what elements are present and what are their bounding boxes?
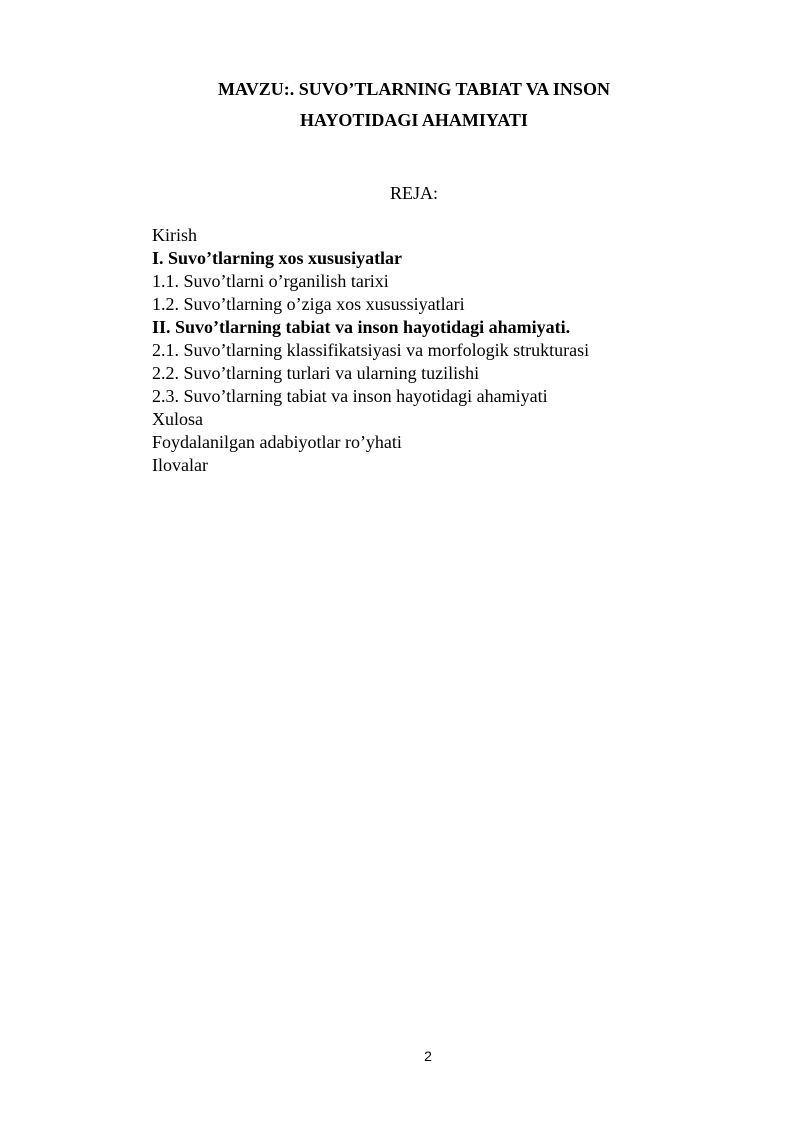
plan-item-2-3: 2.3. Suvo’tlarning tabiat va inson hayotidagi ahamiyati <box>152 386 548 406</box>
plan-list <box>152 224 752 477</box>
plan-heading: REJA: <box>389 183 438 203</box>
plan-item-chapter-2: II. Suvo’tlarning tabiat va inson hayotidagi ahamiyati. <box>152 317 571 337</box>
plan-item-1-1: 1.1. Suvo’tlarni o’rganilish tarixi <box>152 271 389 291</box>
page-number: 2 <box>424 1048 432 1064</box>
plan-item-1-2: 1.2. Suvo’tlarning o’ziga xos xusussiyatlari <box>152 294 465 314</box>
plan-item-intro: Kirish <box>152 225 197 245</box>
title-line: HAYOTIDAGI AHAMIYATI <box>300 110 528 130</box>
plan-item-chapter-1: I. Suvo’tlarning xos xususiyatlar <box>152 248 403 268</box>
plan-item-conclusion: Xulosa <box>152 409 203 429</box>
document-title <box>0 74 800 136</box>
title-line: MAVZU:. SUVO’TLARNING TABIAT VA INSON <box>218 79 610 99</box>
plan-item-2-2: 2.2. Suvo’tlarning turlari va ularning tuzilishi <box>152 363 480 383</box>
plan-item-appendices: Ilovalar <box>152 455 208 475</box>
plan-item-references: Foydalanilgan adabiyotlar ro’yhati <box>152 432 402 452</box>
plan-item-2-1: 2.1. Suvo’tlarning klassifikatsiyasi va morfologik strukturasi <box>152 340 590 360</box>
